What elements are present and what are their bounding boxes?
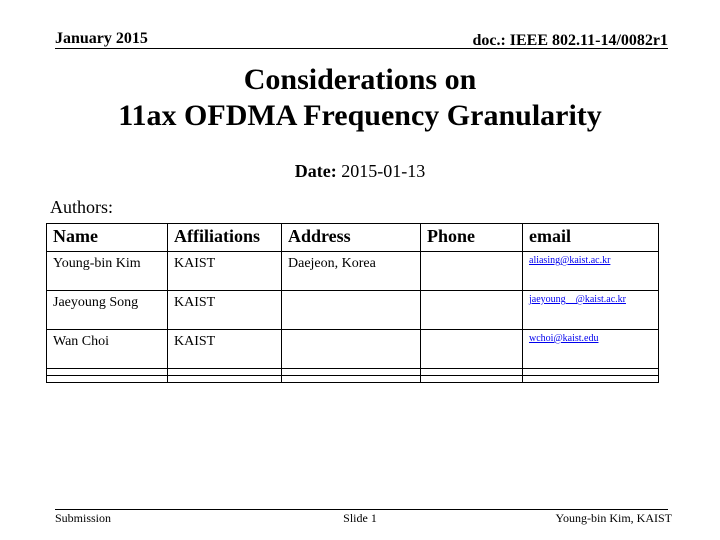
header-divider [55, 48, 668, 49]
author-phone [421, 252, 523, 291]
author-email-cell [523, 368, 659, 375]
author-affiliation [168, 368, 282, 375]
table-row [47, 375, 659, 382]
author-phone [421, 368, 523, 375]
date-value: 2015-01-13 [341, 161, 426, 181]
footer-submission: Submission [55, 511, 112, 525]
author-address [282, 290, 421, 329]
column-header-name: Name [47, 224, 168, 252]
author-email-cell [523, 252, 659, 291]
author-name [47, 375, 168, 382]
date-line [0, 161, 720, 182]
date-label: Date: [294, 161, 337, 181]
table-row [47, 290, 659, 329]
author-name: Jaeyoung Song [47, 290, 168, 329]
table-row [47, 329, 659, 368]
column-header-phone: Phone [421, 224, 523, 252]
author-phone [421, 375, 523, 382]
table-row [47, 252, 659, 291]
header-doc-id: doc.: IEEE 802.11-14/0082r1 [472, 32, 668, 49]
header-date: January 2015 [55, 30, 148, 47]
column-header-email: email [523, 224, 659, 252]
author-affiliation: KAIST [168, 290, 282, 329]
slide-title-line-2: 11ax OFDMA Frequency Granularity [118, 99, 602, 132]
author-address [282, 368, 421, 375]
author-email-link[interactable]: wchoi@kaist.edu [529, 332, 599, 344]
author-email-link[interactable]: aliasing@kaist.ac.kr [529, 255, 611, 266]
slide-title [0, 62, 720, 134]
author-address [282, 329, 421, 368]
column-header-address: Address [282, 224, 421, 252]
author-phone [421, 329, 523, 368]
column-header-affiliations: Affiliations [168, 224, 282, 252]
author-email-cell [523, 375, 659, 382]
authors-label: Authors: [50, 197, 113, 217]
author-phone [421, 290, 523, 329]
footer-author: Young-bin Kim, KAIST [555, 511, 672, 525]
slide-title-line-1: Considerations on [243, 63, 477, 96]
footer-slide-number: Slide 1 [343, 511, 377, 525]
author-name: Young-bin Kim [47, 252, 168, 291]
author-name [47, 368, 168, 375]
author-email-link[interactable]: jaeyoung__@kaist.ac.kr [529, 293, 626, 305]
table-row [47, 368, 659, 375]
author-email-cell [523, 329, 659, 368]
footer-divider [55, 509, 668, 510]
author-affiliation [168, 375, 282, 382]
author-address [282, 375, 421, 382]
author-affiliation: KAIST [168, 329, 282, 368]
author-email-cell [523, 290, 659, 329]
authors-table [46, 223, 659, 383]
author-affiliation: KAIST [168, 252, 282, 291]
author-name: Wan Choi [47, 329, 168, 368]
author-address: Daejeon, Korea [282, 252, 421, 291]
authors-table-header-row [47, 224, 659, 252]
